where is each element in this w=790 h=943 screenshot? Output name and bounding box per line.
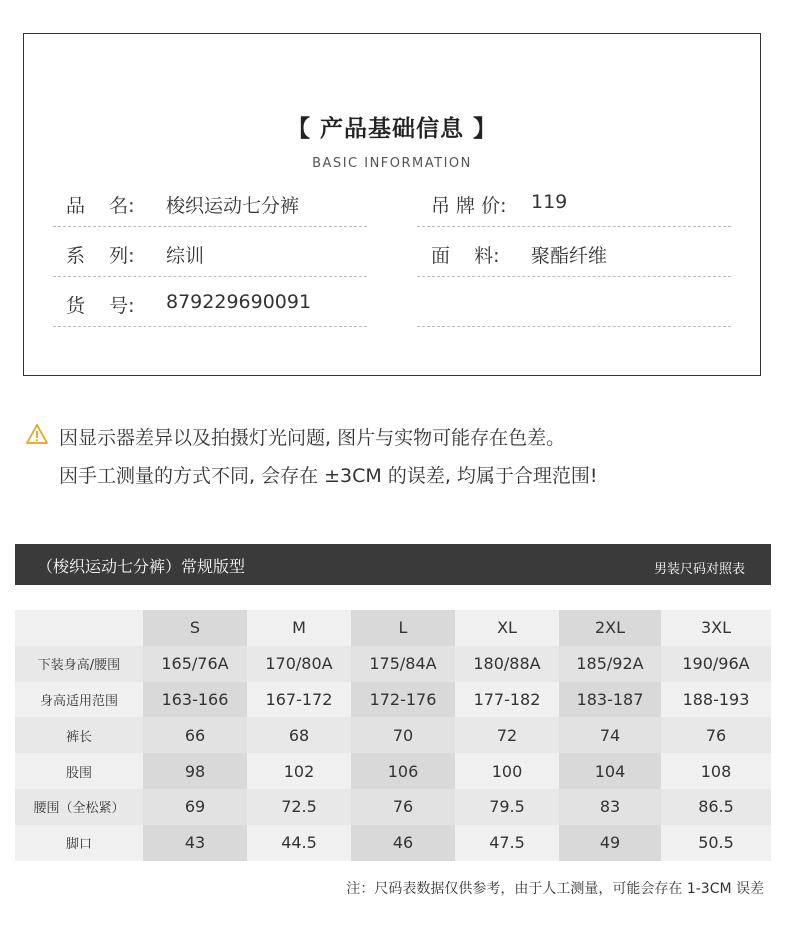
notice-line-2: 因手工测量的方式不同, 会存在 ±3CM 的误差, 均属于合理范围! bbox=[59, 465, 598, 487]
field-label: 品 名: bbox=[66, 195, 135, 217]
table-cell: 180/88A bbox=[455, 646, 559, 682]
field-item-number bbox=[53, 277, 367, 327]
table-cell: 188-193 bbox=[661, 682, 771, 718]
table-cell: 83 bbox=[559, 789, 661, 825]
table-cell: 74 bbox=[559, 717, 661, 753]
size-header-cell: L bbox=[351, 610, 455, 646]
table-row bbox=[15, 789, 771, 825]
table-header-row bbox=[15, 610, 771, 646]
row-label: 脚口 bbox=[15, 825, 143, 861]
info-title: 【 产品基础信息 】 bbox=[286, 116, 497, 142]
row-label: 股围 bbox=[15, 753, 143, 789]
table-cell: 190/96A bbox=[661, 646, 771, 682]
field-label: 吊 牌 价: bbox=[431, 195, 507, 217]
table-cell: 72 bbox=[455, 717, 559, 753]
row-label: 裤长 bbox=[15, 717, 143, 753]
table-cell: 175/84A bbox=[351, 646, 455, 682]
notice-line-1: 因显示器差异以及拍摄灯光问题, 图片与实物可能存在色差。 bbox=[59, 427, 566, 449]
field-empty bbox=[417, 277, 731, 327]
size-header-cell: 3XL bbox=[661, 610, 771, 646]
table-cell: 185/92A bbox=[559, 646, 661, 682]
info-subtitle: BASIC INFORMATION bbox=[312, 156, 472, 171]
table-cell: 43 bbox=[143, 825, 247, 861]
warning-icon bbox=[26, 423, 48, 445]
table-cell: 46 bbox=[351, 825, 455, 861]
size-chart-title: （梭织运动七分裤）常规版型 bbox=[37, 557, 246, 576]
size-header-cell: 2XL bbox=[559, 610, 661, 646]
field-value: 119 bbox=[531, 191, 568, 213]
table-cell: 70 bbox=[351, 717, 455, 753]
table-cell: 49 bbox=[559, 825, 661, 861]
table-cell: 76 bbox=[351, 789, 455, 825]
field-fabric bbox=[417, 227, 731, 277]
field-series bbox=[53, 227, 367, 277]
row-label: 腰围（全松紧） bbox=[15, 789, 143, 825]
table-cell: 66 bbox=[143, 717, 247, 753]
table-cell: 170/80A bbox=[247, 646, 351, 682]
field-label: 系 列: bbox=[66, 245, 135, 267]
table-cell: 172-176 bbox=[351, 682, 455, 718]
size-header-cell: S bbox=[143, 610, 247, 646]
table-cell: 86.5 bbox=[661, 789, 771, 825]
table-cell: 167-172 bbox=[247, 682, 351, 718]
table-cell: 102 bbox=[247, 753, 351, 789]
table-cell: 165/76A bbox=[143, 646, 247, 682]
size-header-cell: M bbox=[247, 610, 351, 646]
size-table bbox=[15, 610, 771, 861]
size-chart-header bbox=[15, 544, 771, 585]
table-cell: 106 bbox=[351, 753, 455, 789]
table-cell: 108 bbox=[661, 753, 771, 789]
size-chart-footnote: 注：尺码表数据仅供参考，由于人工测量，可能会存在 1-3CM 误差 bbox=[346, 881, 764, 897]
table-cell: 98 bbox=[143, 753, 247, 789]
table-corner-cell bbox=[15, 610, 143, 646]
table-row bbox=[15, 682, 771, 718]
row-label: 身高适用范围 bbox=[15, 682, 143, 718]
field-value: 梭织运动七分裤 bbox=[166, 195, 300, 217]
field-label: 面 料: bbox=[431, 245, 500, 267]
table-row bbox=[15, 717, 771, 753]
field-product-name bbox=[53, 177, 367, 227]
field-value: 聚酯纤维 bbox=[531, 245, 608, 267]
table-cell: 72.5 bbox=[247, 789, 351, 825]
table-cell: 44.5 bbox=[247, 825, 351, 861]
field-tag-price bbox=[417, 177, 731, 227]
row-label: 下装身高/腰围 bbox=[15, 646, 143, 682]
field-value: 综训 bbox=[166, 245, 205, 267]
field-value: 879229690091 bbox=[166, 291, 312, 313]
table-cell: 68 bbox=[247, 717, 351, 753]
table-row bbox=[15, 646, 771, 682]
table-cell: 79.5 bbox=[455, 789, 559, 825]
size-chart-label: 男装尺码对照表 bbox=[653, 562, 745, 577]
table-row bbox=[15, 753, 771, 789]
table-cell: 163-166 bbox=[143, 682, 247, 718]
table-cell: 76 bbox=[661, 717, 771, 753]
table-cell: 69 bbox=[143, 789, 247, 825]
table-cell: 177-182 bbox=[455, 682, 559, 718]
table-cell: 104 bbox=[559, 753, 661, 789]
table-cell: 47.5 bbox=[455, 825, 559, 861]
table-cell: 183-187 bbox=[559, 682, 661, 718]
field-label: 货 号: bbox=[66, 295, 135, 317]
size-header-cell: XL bbox=[455, 610, 559, 646]
table-cell: 50.5 bbox=[661, 825, 771, 861]
table-row bbox=[15, 825, 771, 861]
table-cell: 100 bbox=[455, 753, 559, 789]
